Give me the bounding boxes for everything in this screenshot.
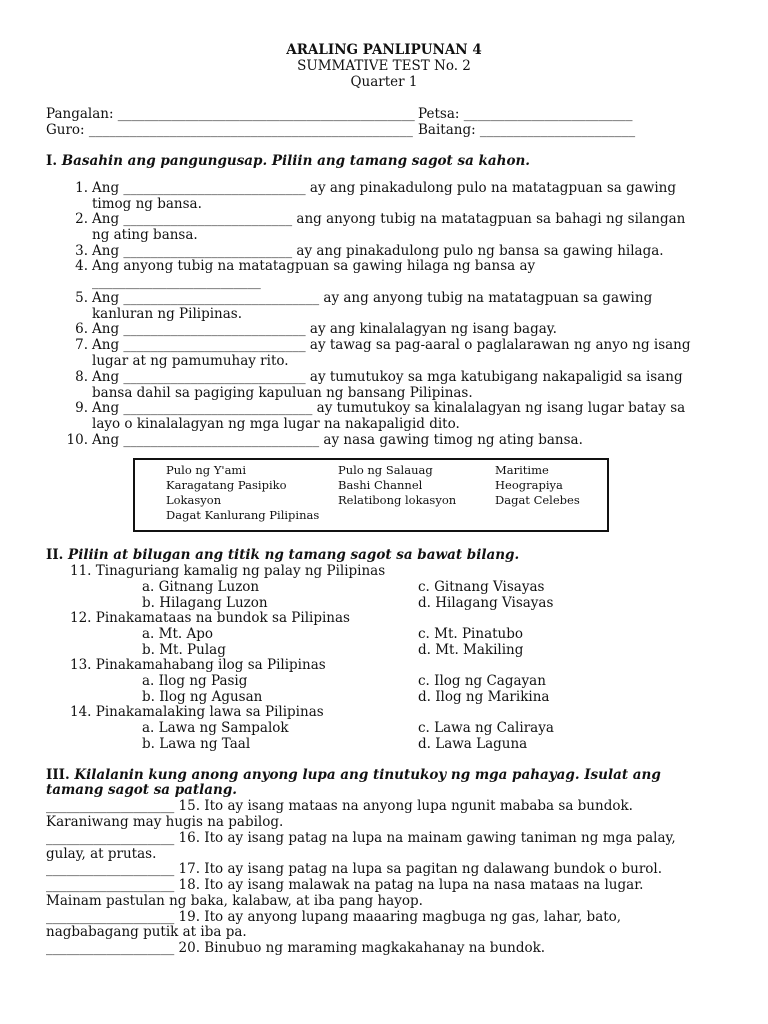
choice-c[interactable]: c. Ilog ng Cagayan [418, 673, 546, 689]
item-text: Ang ____________________________ ay tumutukoy sa kinalalagyan ng isang lugar batay sa [92, 400, 686, 416]
item-continuation: nagbabagang putik at iba pa. [46, 924, 247, 940]
word-bank-item: Bashi Channel [338, 478, 423, 492]
item-text: Ang ___________________________ ay ang pinakadulong pulo na matatagpuan sa gawing [92, 180, 676, 196]
item-text: Ang anyong tubig na matatagpuan sa gawing hilaga ng bansa ay [92, 258, 536, 274]
answer-line-item[interactable]: ___________________ 18. Ito ay isang malawak na patag na lupa na nasa mataas na lugar. [46, 877, 644, 893]
part1-roman: I. [46, 153, 58, 169]
item-text: Ang ___________________________ ay tumutukoy sa mga katubigang nakapaligid sa isang [92, 369, 683, 385]
item-number: 4. [75, 258, 88, 274]
teacher-field[interactable]: Guro: ________________________________________________ [46, 122, 413, 138]
item-number: 3. [75, 243, 88, 259]
part1-line [66, 196, 202, 212]
choice-c[interactable]: c. Mt. Pinatubo [418, 626, 524, 642]
question-text: 12. Pinakamataas na bundok sa Pilipinas [70, 610, 350, 626]
word-bank-item: Maritime [495, 463, 549, 477]
item-text: Ang _________________________ ay ang pinakadulong pulo ng bansa sa gawing hilaga. [92, 243, 664, 259]
item-text: layo o kinalalagyan ng mga lugar na nakapaligid dito. [92, 416, 460, 432]
test-title: ARALING PANLIPUNAN 4 [286, 42, 482, 58]
item-number: 5. [75, 290, 88, 306]
item-continuation: gulay, at prutas. [46, 846, 157, 862]
choice-a[interactable]: a. Lawa ng Sampalok [142, 720, 289, 736]
item-number: 2. [75, 211, 88, 227]
word-bank-item: Heograpiya [495, 478, 563, 492]
part1-line [66, 337, 691, 353]
part1-instruction: Basahin ang pangungusap. Piliin ang tamang sagot sa kahon. [61, 153, 530, 169]
item-number: 8. [75, 369, 88, 385]
item-number: 7. [75, 337, 88, 353]
item-number: 1. [75, 180, 88, 196]
choice-a[interactable]: a. Mt. Apo [142, 626, 213, 642]
part1-line [66, 243, 664, 259]
item-text: Ang _____________________________ ay ang anyong tubig na matatagpuan sa gawing [92, 290, 653, 306]
choice-a[interactable]: a. Ilog ng Pasig [142, 673, 248, 689]
answer-line-item[interactable]: ___________________ 15. Ito ay isang mataas na anyong lupa ngunit mababa sa bundok. [46, 798, 633, 814]
question-text: 14. Pinakamalaking lawa sa Pilipinas [70, 704, 324, 720]
question-text: 13. Pinakamahabang ilog sa Pilipinas [70, 657, 326, 673]
part2-instruction: Piliin at bilugan ang titik ng tamang sagot sa bawat bilang. [68, 547, 520, 563]
answer-line-item[interactable]: ___________________ 19. Ito ay anyong lupang maaaring magbuga ng gas, lahar, bato, [46, 909, 622, 925]
word-bank-item: Lokasyon [166, 493, 222, 507]
part1-line [66, 290, 652, 306]
item-continuation: Karaniwang may hugis na pabilog. [46, 814, 284, 830]
word-bank-item: Dagat Celebes [495, 493, 580, 507]
grade-field[interactable]: Baitang: _______________________ [418, 122, 636, 138]
part3-heading [46, 767, 661, 783]
choice-b[interactable]: b. Mt. Pulag [142, 642, 226, 658]
item-text: kanluran ng Pilipinas. [92, 306, 243, 322]
part1-line [66, 321, 557, 337]
item-text: _________________________ [92, 274, 261, 290]
part1-line [66, 227, 198, 243]
answer-line-item[interactable]: ___________________ 17. Ito ay isang patag na lupa sa pagitan ng dalawang bundok o burol. [46, 861, 663, 877]
item-text: lugar at ng pamumuhay rito. [92, 353, 289, 369]
part1-line [66, 432, 583, 448]
choice-d[interactable]: d. Lawa Laguna [418, 736, 528, 752]
choice-b[interactable]: b. Hilagang Luzon [142, 595, 268, 611]
choice-b[interactable]: b. Ilog ng Agusan [142, 689, 263, 705]
part1-line [66, 385, 473, 401]
part3-heading-2 [46, 782, 237, 798]
test-subtitle: SUMMATIVE TEST No. 2 [297, 58, 471, 74]
test-quarter: Quarter 1 [350, 74, 418, 90]
item-number: 10. [66, 432, 88, 448]
word-bank-item: Pulo ng Salauag [338, 463, 433, 477]
part1-line [66, 180, 676, 196]
part1-line [66, 400, 685, 416]
part3-instruction-2: tamang sagot sa patlang. [46, 782, 237, 798]
item-text: ng ating bansa. [92, 227, 198, 243]
question-text: 11. Tinaguriang kamalig ng palay ng Pilipinas [70, 563, 386, 579]
item-text: Ang ___________________________ ay tawag sa pag-aaral o paglalarawan ng anyo ng isang [92, 337, 691, 353]
part1-line [66, 306, 242, 322]
item-text: Ang ___________________________ ay ang kinalalagyan ng isang bagay. [92, 321, 557, 337]
name-field[interactable]: Pangalan: ____________________________________________ [46, 106, 415, 122]
part2-heading [46, 547, 519, 563]
part3-roman: III. [46, 767, 70, 783]
item-number: 6. [75, 321, 88, 337]
part1-line [66, 258, 535, 274]
item-text: bansa dahil sa pagiging kapuluan ng bansang Pilipinas. [92, 385, 473, 401]
part3-instruction-1: Kilalanin kung anong anyong lupa ang tinutukoy ng mga pahayag. Isulat ang [74, 767, 661, 783]
choice-d[interactable]: d. Ilog ng Marikina [418, 689, 550, 705]
choice-a[interactable]: a. Gitnang Luzon [142, 579, 260, 595]
answer-line-item[interactable]: ___________________ 16. Ito ay isang patag na lupa na mainam gawing taniman ng mga palay, [46, 830, 676, 846]
item-text: Ang _____________________________ ay nasa gawing timog ng ating bansa. [92, 432, 583, 448]
item-text: Ang _________________________ ang anyong tubig na matatagpuan sa bahagi ng silangan [92, 211, 686, 227]
item-text: timog ng bansa. [92, 196, 202, 212]
word-bank-item: Pulo ng Y'ami [166, 463, 247, 477]
answer-line-item[interactable]: ___________________ 20. Binubuo ng maraming magkakahanay na bundok. [46, 940, 546, 956]
part2-roman: II. [46, 547, 64, 563]
part1-heading [46, 153, 530, 169]
choice-c[interactable]: c. Gitnang Visayas [418, 579, 545, 595]
part1-line [66, 211, 685, 227]
word-bank-item: Karagatang Pasipiko [166, 478, 287, 492]
part1-line [66, 416, 460, 432]
date-field[interactable]: Petsa: _________________________ [418, 106, 633, 122]
part1-line [66, 369, 683, 385]
item-continuation: Mainam pastulan ng baka, kalabaw, at iba pang hayop. [46, 893, 423, 909]
part1-line [66, 274, 261, 290]
choice-c[interactable]: c. Lawa ng Caliraya [418, 720, 554, 736]
choice-b[interactable]: b. Lawa ng Taal [142, 736, 251, 752]
choice-d[interactable]: d. Mt. Makiling [418, 642, 524, 658]
item-number: 9. [75, 400, 88, 416]
choice-d[interactable]: d. Hilagang Visayas [418, 595, 554, 611]
word-bank-item: Dagat Kanlurang Pilipinas [166, 508, 320, 522]
part1-line [66, 353, 289, 369]
word-bank-item: Relatibong lokasyon [338, 493, 457, 507]
